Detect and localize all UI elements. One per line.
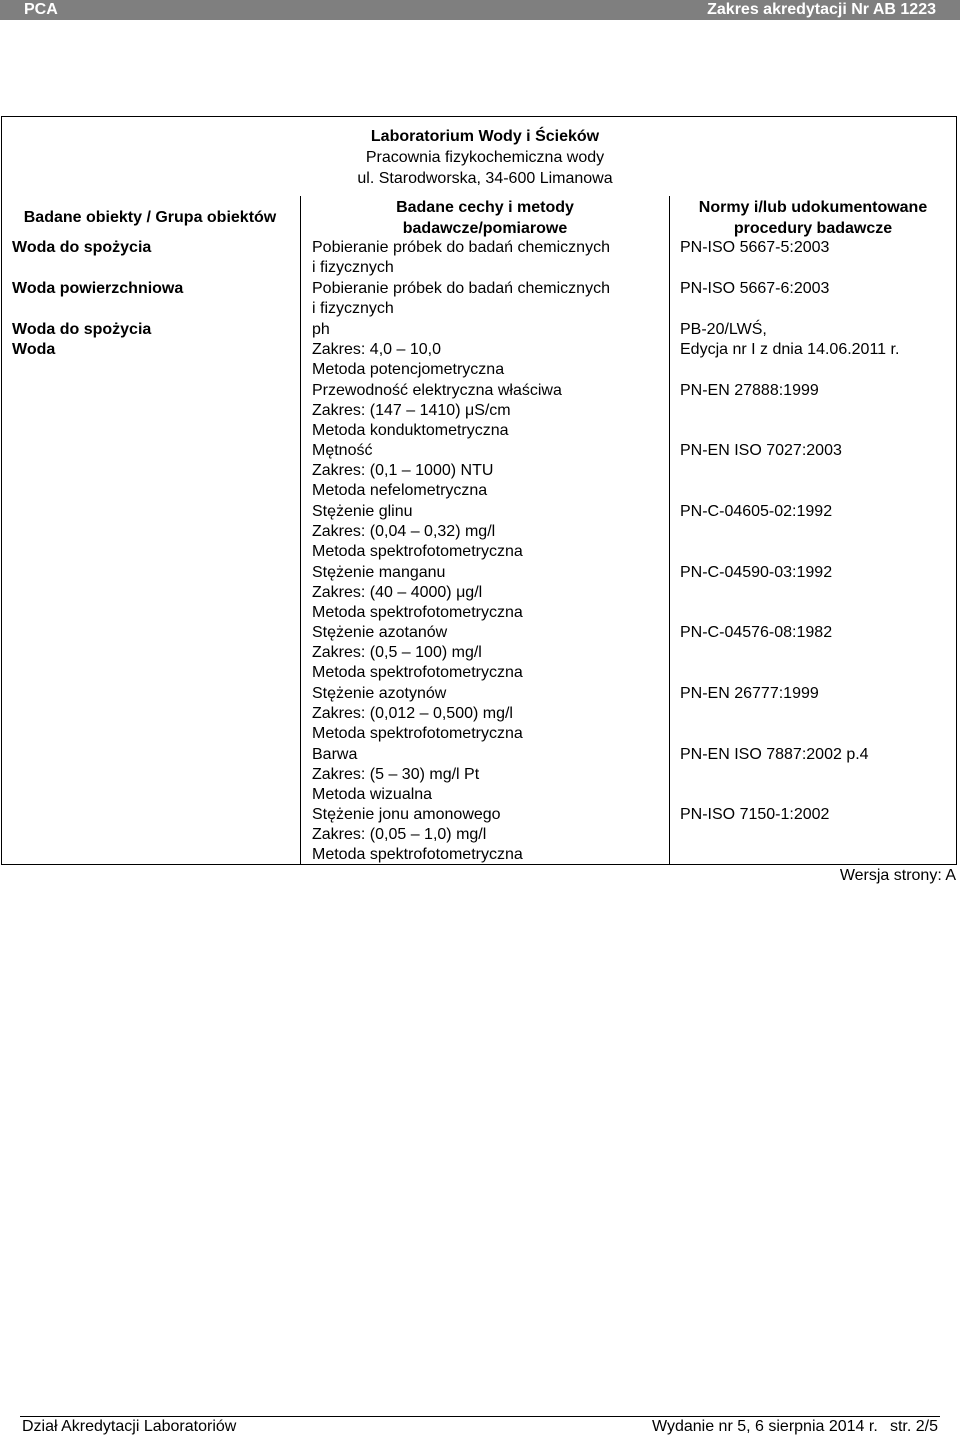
row-11-norm: PN-ISO 7150-1:2002 [680, 806, 830, 823]
row-3-feature-line-2: Zakres: 4,0 – 10,0 [312, 341, 441, 358]
row-1-feature-line-2: i fizycznych [312, 259, 394, 276]
row-5-feature-line-1: Mętność [312, 442, 373, 459]
row-3-norm-line-1: PB-20/LWŚ, [680, 321, 767, 338]
row-2-feature-line-2: i fizycznych [312, 300, 394, 317]
lab-header [300, 126, 670, 189]
row-1-norm: PN-ISO 5667-5:2003 [680, 239, 830, 256]
row-1-feature-line-1: Pobieranie próbek do badań chemicznych [312, 239, 610, 256]
page-version: Wersja strony: A [839, 867, 956, 884]
row-8-feature-line-2: Zakres: (0,5 – 100) mg/l [312, 644, 482, 661]
row-2-object: Woda powierzchniowa [12, 280, 184, 297]
row-10-norm: PN-EN ISO 7887:2002 p.4 [680, 746, 869, 763]
row-4-feature-line-2: Zakres: (147 – 1410) μS/cm [312, 402, 511, 419]
row-11-feature-line-1: Stężenie jonu amonowego [312, 806, 501, 823]
row-10-feature-line-3: Metoda wizualna [312, 786, 433, 803]
header-right-label: Zakres akredytacji Nr AB 1223 [707, 1, 936, 18]
row-7-feature-line-2: Zakres: (40 – 4000) μg/l [312, 584, 483, 601]
row-8-feature-line-1: Stężenie azotanów [312, 624, 448, 641]
row-3-norm-line-2: Edycja nr I z dnia 14.06.2011 r. [680, 341, 900, 358]
row-3-feature-line-1: ph [312, 321, 330, 338]
row-10-feature-line-2: Zakres: (5 – 30) mg/l Pt [312, 766, 480, 783]
row-9-feature-line-3: Metoda spektrofotometryczna [312, 725, 523, 742]
row-5-feature-line-3: Metoda nefelometryczna [312, 482, 488, 499]
row-2-norm: PN-ISO 5667-6:2003 [680, 280, 830, 297]
row-7-feature-line-3: Metoda spektrofotometryczna [312, 604, 523, 621]
row-6-feature-line-1: Stężenie glinu [312, 503, 413, 520]
column-divider-2 [669, 196, 670, 865]
row-3-object-line-1: Woda do spożycia [12, 321, 152, 338]
column-divider-1 [300, 196, 301, 865]
row-3-object-line-2: Woda [12, 341, 56, 358]
header-left-label: PCA [24, 1, 58, 18]
column-header-features: Badane cechy i metody badawcze/pomiarowe [396, 199, 574, 237]
row-9-feature-line-2: Zakres: (0,012 – 0,500) mg/l [312, 705, 513, 722]
row-8-feature-line-3: Metoda spektrofotometryczna [312, 664, 523, 681]
page-header-bar [0, 0, 960, 20]
lab-unit: Pracownia fizykochemiczna wody [365, 149, 605, 166]
row-1-object: Woda do spożycia [12, 239, 152, 256]
row-5-feature-line-2: Zakres: (0,1 – 1000) NTU [312, 462, 494, 479]
row-4-feature-line-3: Metoda konduktometryczna [312, 422, 509, 439]
row-6-feature-line-3: Metoda spektrofotometryczna [312, 543, 523, 560]
row-5-norm: PN-EN ISO 7027:2003 [680, 442, 842, 459]
row-2-feature-line-1: Pobieranie próbek do badań chemicznych [312, 280, 610, 297]
footer-page-number: str. 2/5 [889, 1418, 938, 1435]
lab-address: ul. Starodworska, 34-600 Limanowa [357, 170, 613, 187]
row-10-feature-line-1: Barwa [312, 746, 358, 763]
column-header-objects: Badane obiekty / Grupa obiektów [23, 209, 277, 226]
row-7-norm: PN-C-04590-03:1992 [680, 564, 833, 581]
row-4-feature-line-1: Przewodność elektryczna właściwa [312, 382, 562, 399]
row-6-feature-line-2: Zakres: (0,04 – 0,32) mg/l [312, 523, 496, 540]
footer-department: Dział Akredytacji Laboratoriów [22, 1418, 237, 1435]
row-9-norm: PN-EN 26777:1999 [680, 685, 819, 702]
row-7-feature-line-1: Stężenie manganu [312, 564, 446, 581]
row-11-feature-line-2: Zakres: (0,05 – 1,0) mg/l [312, 826, 487, 843]
row-6-norm: PN-C-04605-02:1992 [680, 503, 833, 520]
row-4-norm: PN-EN 27888:1999 [680, 382, 819, 399]
row-11-feature-line-3: Metoda spektrofotometryczna [312, 846, 523, 863]
footer-edition: Wydanie nr 5, 6 sierpnia 2014 r. [652, 1418, 878, 1435]
row-9-feature-line-1: Stężenie azotynów [312, 685, 447, 702]
column-header-norms: Normy i/lub udokumentowane procedury badawcze [698, 199, 928, 237]
row-3-feature-line-3: Metoda potencjometryczna [312, 361, 505, 378]
row-8-norm: PN-C-04576-08:1982 [680, 624, 833, 641]
lab-name: Laboratorium Wody i Ścieków [370, 128, 600, 145]
